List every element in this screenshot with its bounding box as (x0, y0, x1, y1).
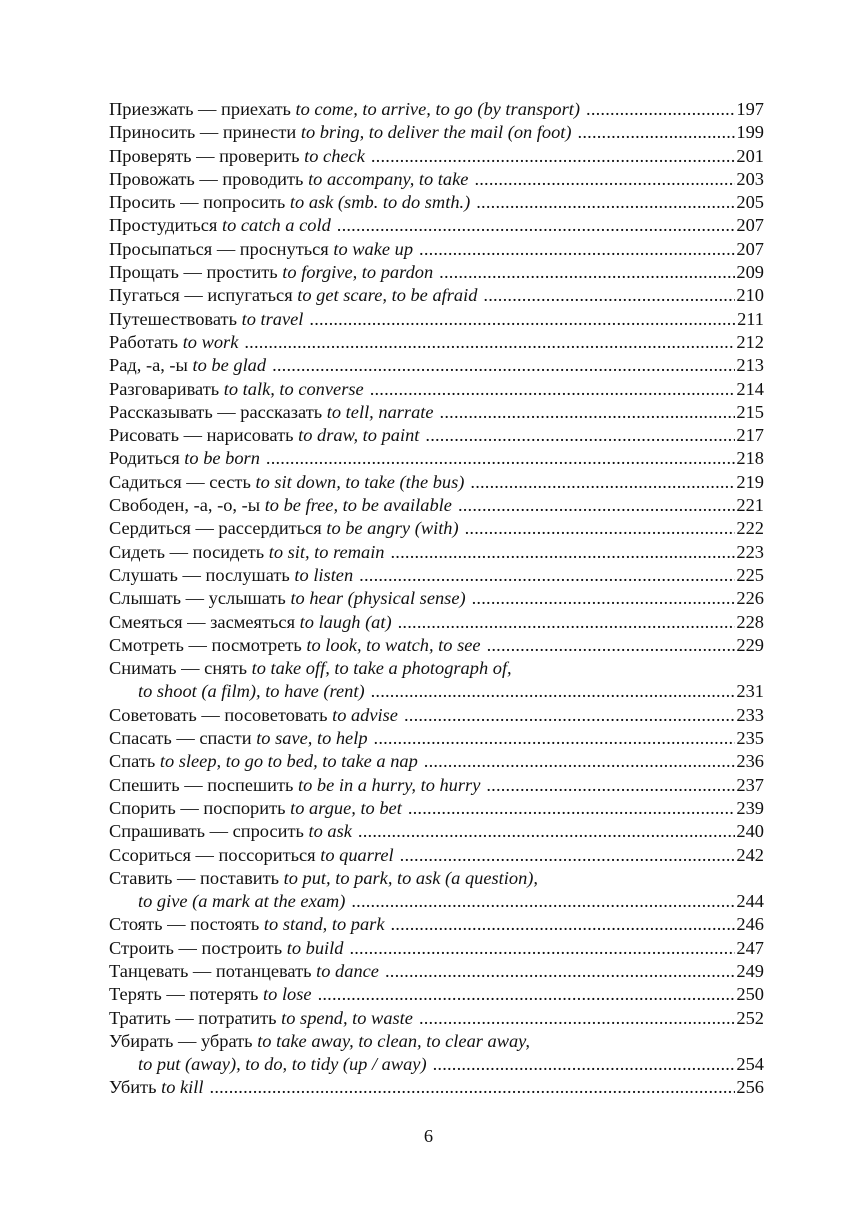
toc-entry-russian: Смотреть — посмотреть (109, 634, 302, 655)
toc-entry-english: to dance (316, 960, 379, 981)
toc-leader-dots (474, 168, 735, 191)
toc-entry-page: 242 (736, 844, 764, 865)
toc-leader-dots (374, 727, 736, 750)
toc-entry-text (109, 960, 379, 983)
toc-leader-dots (404, 704, 735, 727)
toc-entry (109, 401, 764, 424)
toc-entry-english: to tell, narrate (326, 401, 434, 422)
toc-entry-russian: Прощать — простить (109, 262, 278, 283)
toc-entry-russian: Терять — потерять (109, 984, 259, 1005)
toc-entry-russian: Стоять — постоять (109, 914, 260, 935)
toc-entry-text (109, 750, 418, 773)
toc-entry-russian: Разговаривать (109, 378, 220, 399)
toc-entry-page: 215 (736, 401, 764, 422)
toc-leader-dots (351, 890, 735, 913)
toc-entry-page: 228 (736, 611, 764, 632)
toc-entry-text (109, 261, 433, 284)
toc-entry-text (109, 98, 580, 121)
toc-entry (109, 611, 764, 634)
toc-entry-english: to take off, to take a photograph of, (251, 658, 512, 679)
toc-leader-dots (419, 1007, 735, 1030)
table-of-contents (109, 98, 764, 1100)
toc-entry (109, 680, 764, 703)
toc-entry-page: 211 (737, 308, 764, 329)
toc-leader-dots (210, 1076, 736, 1099)
toc-entry (109, 354, 764, 377)
toc-entry-page: 240 (736, 821, 764, 842)
toc-entry-page: 201 (736, 145, 764, 166)
toc-entry-english: to travel (241, 308, 304, 329)
toc-entry-english: to quarrel (320, 844, 394, 865)
toc-leader-dots (408, 797, 736, 820)
toc-entry-russian: Рисовать — нарисовать (109, 425, 294, 446)
toc-entry-page: 210 (736, 285, 764, 306)
toc-leader-dots (398, 611, 736, 634)
toc-entry-page: 223 (736, 541, 764, 562)
toc-leader-dots (458, 494, 735, 517)
toc-entry (109, 284, 764, 307)
toc-entry-russian: Спать (109, 751, 156, 772)
toc-entry-russian: Путешествовать (109, 308, 237, 329)
toc-entry-page: 254 (736, 1054, 764, 1075)
toc-entry (109, 541, 764, 564)
toc-leader-dots (272, 354, 735, 377)
toc-entry-page: 212 (736, 331, 764, 352)
toc-entry-page: 207 (736, 238, 764, 259)
toc-leader-dots (439, 261, 735, 284)
toc-entry-english: to draw, to paint (298, 425, 420, 446)
toc-entry-text (109, 517, 459, 540)
toc-entry-text (109, 471, 464, 494)
toc-entry (109, 238, 764, 261)
toc-entry (109, 587, 764, 610)
toc-entry-page: 229 (736, 634, 764, 655)
toc-entry (109, 308, 764, 331)
toc-entry-text (109, 611, 392, 634)
toc-entry-english: to look, to watch, to see (306, 634, 481, 655)
toc-entry-english: to argue, to bet (290, 797, 402, 818)
toc-leader-dots (244, 331, 735, 354)
toc-leader-dots (391, 913, 736, 936)
toc-entry-english: to accompany, to take (308, 168, 469, 189)
toc-entry (109, 1076, 764, 1099)
toc-entry-page: 213 (736, 355, 764, 376)
toc-entry-page: 199 (736, 122, 764, 143)
toc-leader-dots (586, 98, 735, 121)
toc-entry-page: 209 (736, 262, 764, 283)
toc-entry (109, 727, 764, 750)
page-number: 6 (423, 1126, 434, 1146)
toc-leader-dots (349, 937, 735, 960)
toc-entry-russian: Простудиться (109, 215, 218, 236)
toc-entry-russian: Провожать — проводить (109, 168, 304, 189)
toc-entry (109, 774, 764, 797)
toc-entry-english: to advise (332, 704, 398, 725)
toc-entry-english: to forgive, to pardon (282, 262, 434, 283)
toc-leader-dots (400, 844, 736, 867)
toc-entry-english: to give (a mark at the exam) (138, 891, 346, 912)
toc-entry-russian: Свободен, -а, -о, -ы (109, 495, 261, 516)
toc-entry-page: 252 (736, 1007, 764, 1028)
toc-entry (109, 564, 764, 587)
toc-entry-english: to ask (308, 821, 352, 842)
toc-entry-english: to listen (294, 564, 354, 585)
toc-entry-text (109, 913, 385, 936)
toc-entry-page: 256 (736, 1077, 764, 1098)
toc-leader-dots (358, 820, 735, 843)
toc-entry-page: 207 (736, 215, 764, 236)
toc-entry-text (109, 401, 434, 424)
toc-entry-russian: Спасать — спасти (109, 728, 252, 749)
toc-entry-russian: Строить — построить (109, 937, 283, 958)
toc-entry (109, 191, 764, 214)
toc-entry-text (109, 331, 238, 354)
toc-entry-text (109, 564, 353, 587)
toc-entry-english: to lose (263, 984, 312, 1005)
toc-entry-text (109, 145, 365, 168)
toc-entry-russian: Садиться — сесть (109, 471, 251, 492)
toc-entry-english: to put, to park, to ask (a question), (283, 867, 539, 888)
toc-entry-english: to bring, to deliver the mail (on foot) (300, 122, 572, 143)
toc-entry-russian: Ссориться — поссориться (109, 844, 316, 865)
toc-entry-page: 250 (736, 984, 764, 1005)
toc-entry-page: 222 (736, 518, 764, 539)
toc-entry-page: 214 (736, 378, 764, 399)
toc-leader-dots (578, 121, 736, 144)
toc-entry-text (109, 447, 260, 470)
toc-entry-english: to sleep, to go to bed, to take a nap (159, 751, 418, 772)
toc-entry-text (109, 354, 266, 377)
toc-entry (109, 331, 764, 354)
toc-entry-page: 217 (736, 425, 764, 446)
toc-entry-english: to kill (161, 1077, 204, 1098)
toc-entry-text (109, 727, 368, 750)
toc-leader-dots (476, 191, 735, 214)
toc-entry (109, 657, 764, 680)
toc-entry-text (138, 890, 345, 913)
toc-leader-dots (483, 284, 735, 307)
toc-leader-dots (433, 1053, 736, 1076)
toc-leader-dots (391, 541, 736, 564)
toc-entry (109, 867, 764, 890)
toc-entry-text (109, 983, 312, 1006)
toc-entry-page: 235 (736, 728, 764, 749)
toc-entry (109, 145, 764, 168)
toc-entry-english: to sit down, to take (the bus) (255, 471, 465, 492)
toc-entry (109, 1030, 764, 1053)
toc-entry-english: to be born (184, 448, 260, 469)
toc-leader-dots (318, 983, 736, 1006)
toc-leader-dots (371, 680, 736, 703)
toc-entry-text (109, 238, 413, 261)
toc-leader-dots (309, 308, 736, 331)
toc-entry-text (109, 1076, 204, 1099)
toc-entry (109, 168, 764, 191)
toc-entry-text (109, 378, 364, 401)
toc-entry (109, 424, 764, 447)
toc-entry-russian: Слышать — услышать (109, 588, 286, 609)
toc-entry-russian: Рассказывать — рассказать (109, 401, 323, 422)
toc-entry-page: 225 (736, 564, 764, 585)
toc-entry-english: to ask (smb. to do smth.) (289, 192, 471, 213)
toc-leader-dots (419, 238, 735, 261)
toc-entry (109, 797, 764, 820)
toc-entry-page: 203 (736, 168, 764, 189)
toc-entry-english: to be glad (192, 355, 267, 376)
toc-entry-page: 239 (736, 797, 764, 818)
toc-entry-text (109, 1007, 413, 1030)
toc-entry-russian: Ставить — поставить (109, 867, 280, 888)
toc-entry-text (109, 191, 470, 214)
toc-entry-text (109, 494, 452, 517)
toc-entry-text (109, 704, 398, 727)
toc-entry-russian: Просыпаться — проснуться (109, 238, 329, 259)
toc-entry-russian: Смеяться — засмеяться (109, 611, 296, 632)
toc-entry-english: to laugh (at) (299, 611, 392, 632)
toc-entry-english: to work (182, 331, 239, 352)
toc-entry-page: 233 (736, 704, 764, 725)
toc-entry-page: 219 (736, 471, 764, 492)
toc-entry-text (109, 1030, 530, 1053)
toc-entry-russian: Проверять — проверить (109, 145, 300, 166)
toc-entry (109, 750, 764, 773)
toc-entry-text (109, 121, 572, 144)
toc-entry-english: to be angry (with) (326, 518, 459, 539)
toc-entry-page: 237 (736, 774, 764, 795)
toc-leader-dots (385, 960, 735, 983)
toc-entry-english: to shoot (a film), to have (rent) (138, 681, 365, 702)
toc-entry-english: to be free, to be available (264, 495, 452, 516)
toc-leader-dots (487, 634, 736, 657)
toc-entry-page: 221 (736, 495, 764, 516)
toc-entry-page: 218 (736, 448, 764, 469)
toc-entry-text (109, 634, 481, 657)
toc-entry (109, 844, 764, 867)
toc-entry-russian: Танцевать — потанцевать (109, 960, 312, 981)
toc-entry-text (109, 844, 394, 867)
toc-entry-page: 247 (736, 937, 764, 958)
toc-entry-text (109, 541, 385, 564)
toc-entry-english: to spend, to waste (281, 1007, 413, 1028)
toc-entry (109, 447, 764, 470)
toc-entry-english: to stand, to park (263, 914, 385, 935)
toc-entry-russian: Убирать — убрать (109, 1030, 253, 1051)
toc-entry-page: 197 (736, 99, 764, 119)
toc-leader-dots (465, 517, 736, 540)
toc-entry-russian: Пугаться — испугаться (109, 285, 293, 306)
toc-entry-russian: Спешить — поспешить (109, 774, 294, 795)
toc-entry (109, 960, 764, 983)
toc-entry-text (109, 797, 402, 820)
toc-entry (109, 983, 764, 1006)
toc-leader-dots (370, 378, 736, 401)
toc-entry-russian: Просить — попросить (109, 192, 286, 213)
toc-leader-dots (371, 145, 736, 168)
toc-entry-russian: Сердиться — рассердиться (109, 518, 322, 539)
toc-entry-russian: Рад, -а, -ы (109, 355, 188, 376)
toc-leader-dots (470, 471, 735, 494)
toc-leader-dots (486, 774, 735, 797)
toc-entry-text (109, 308, 303, 331)
toc-entry (109, 913, 764, 936)
toc-entry-text (109, 424, 419, 447)
toc-entry-english: to wake up (333, 238, 414, 259)
toc-entry-page: 244 (736, 891, 764, 912)
toc-entry (109, 121, 764, 144)
toc-entry-russian: Приезжать — приехать (109, 99, 291, 119)
toc-entry-text (138, 680, 365, 703)
toc-entry-english: to check (304, 145, 365, 166)
toc-entry-text (109, 168, 468, 191)
toc-entry-russian: Снимать — снять (109, 658, 248, 679)
toc-leader-dots (424, 750, 736, 773)
toc-leader-dots (425, 424, 735, 447)
toc-entry-text (109, 937, 343, 960)
toc-leader-dots (440, 401, 736, 424)
toc-entry-page: 231 (736, 681, 764, 702)
toc-entry-english: to save, to help (256, 728, 368, 749)
toc-entry (109, 98, 764, 121)
toc-entry-text (109, 820, 352, 843)
toc-entry-text (109, 867, 538, 890)
toc-entry-page: 226 (736, 588, 764, 609)
toc-entry-english: to be in a hurry, to hurry (297, 774, 481, 795)
toc-entry (109, 937, 764, 960)
toc-entry-english: to catch a cold (221, 215, 331, 236)
toc-entry-page: 249 (736, 960, 764, 981)
toc-entry-russian: Работать (109, 331, 179, 352)
toc-leader-dots (337, 214, 736, 237)
toc-entry (109, 1053, 764, 1076)
toc-entry-russian: Слушать — послушать (109, 564, 290, 585)
toc-entry-english: to hear (physical sense) (290, 588, 466, 609)
toc-entry-english: to put (away), to do, to tidy (up / away) (138, 1054, 427, 1075)
toc-entry-english: to come, to arrive, to go (by transport) (295, 99, 581, 119)
toc-entry (109, 494, 764, 517)
toc-leader-dots (359, 564, 735, 587)
toc-entry-english: to sit, to remain (268, 541, 385, 562)
toc-entry-russian: Советовать — посоветовать (109, 704, 328, 725)
toc-entry-text (109, 774, 480, 797)
toc-entry-russian: Тратить — потратить (109, 1007, 277, 1028)
toc-entry-text (109, 284, 477, 307)
toc-entry-page: 236 (736, 751, 764, 772)
toc-entry (109, 820, 764, 843)
toc-entry-russian: Убить (109, 1077, 157, 1098)
toc-entry (109, 517, 764, 540)
toc-leader-dots (266, 447, 736, 470)
toc-entry (109, 704, 764, 727)
toc-entry (109, 261, 764, 284)
toc-leader-dots (472, 587, 736, 610)
toc-entry-russian: Спрашивать — спросить (109, 821, 304, 842)
toc-entry-english: to build (286, 937, 344, 958)
toc-entry-text (109, 587, 466, 610)
toc-entry-page: 246 (736, 914, 764, 935)
toc-entry (109, 890, 764, 913)
toc-entry-russian: Спорить — поспорить (109, 797, 286, 818)
toc-entry (109, 471, 764, 494)
toc-entry-russian: Приносить — принести (109, 122, 297, 143)
toc-entry-english: to talk, to converse (223, 378, 364, 399)
toc-entry-page: 205 (736, 192, 764, 213)
toc-entry-russian: Сидеть — посидеть (109, 541, 265, 562)
toc-entry (109, 1007, 764, 1030)
toc-entry-text (109, 214, 331, 237)
toc-entry-english: to take away, to clean, to clear away, (257, 1030, 530, 1051)
toc-entry-russian: Родиться (109, 448, 180, 469)
toc-entry (109, 378, 764, 401)
toc-entry (109, 634, 764, 657)
toc-entry-text (109, 657, 512, 680)
toc-entry (109, 214, 764, 237)
toc-entry-english: to get scare, to be afraid (297, 285, 478, 306)
toc-entry-text (138, 1053, 427, 1076)
